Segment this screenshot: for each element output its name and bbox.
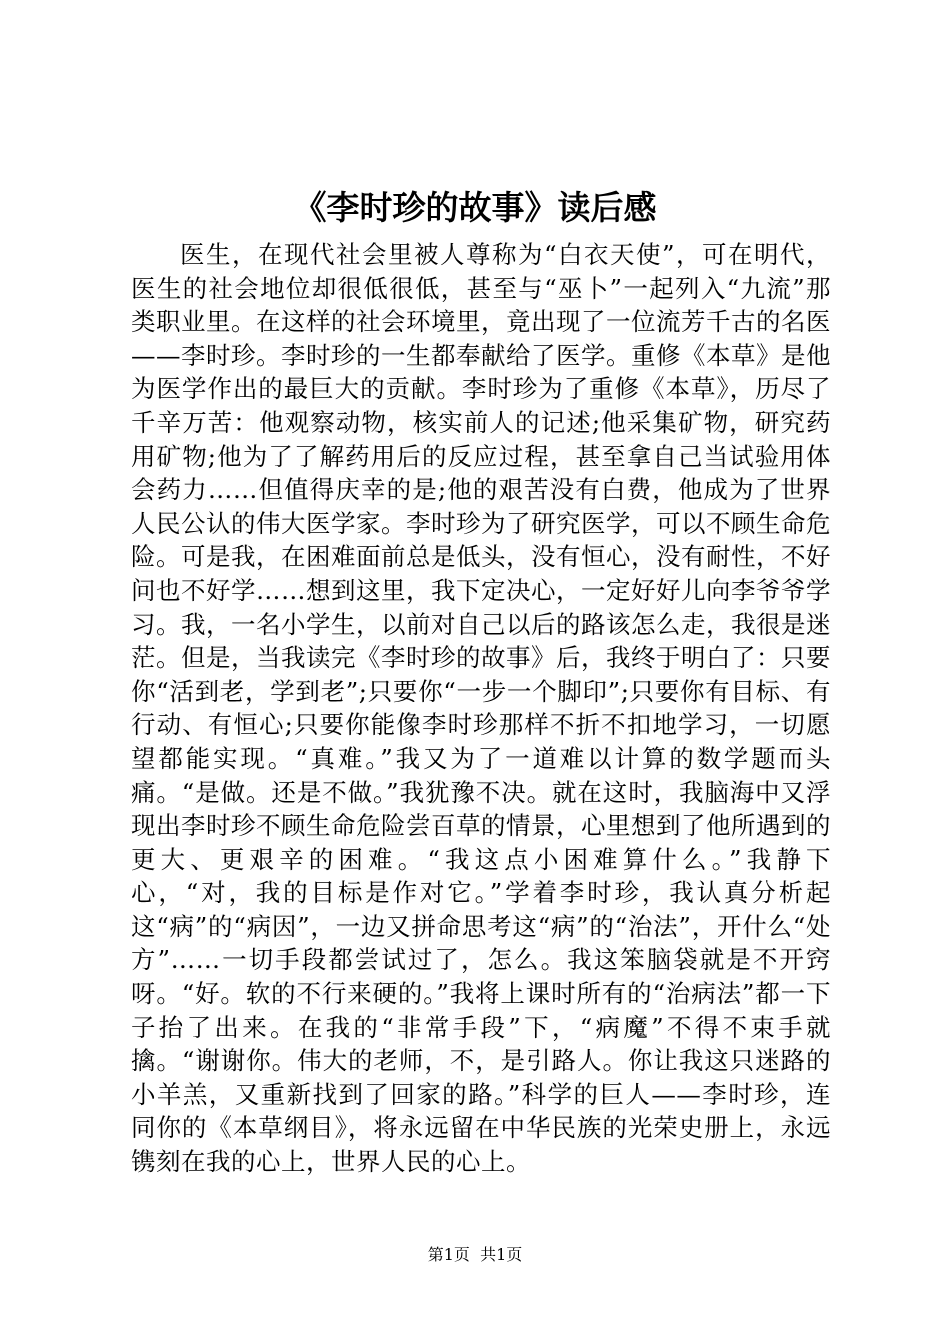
page-footer: 第1页 共1页 [427,1245,523,1264]
document-body-paragraph: 医生，在现代社会里被人尊称为“白衣天使”，可在明代，医生的社会地位却很低很低，甚至与“巫卜”一起列入“九流”那类职业里。在这样的社会环境里，竟出现了一位流芳千古的名医——李时珍。李时珍的一生都奉献给了医学。重修《本草》是他为医学作出的最巨大的贡献。李时珍为了重修《本草》，历尽了千辛万苦：他观察动物，核实前人的记述;他采集矿物，研究药用矿物;他为了了解药用后的反应过程，甚至拿自己当试验用体会药力……但值得庆幸的是;他的艰苦没有白费，他成为了世界人民公认的伟大医学家。李时珍为了研究医学，可以不顾生命危险。可是我，在困难面前总是低头，没有恒心，没有耐性，不好问也不好学……想到这里，我下定决心，一定好好儿向李爷爷学习。我，一名小学生，以前对自己以后的路该怎么走，我很是迷茫。但是，当我读完《李时珍的故事》后，我终于明白了：只要你“活到老，学到老”;只要你“一步一个脚印”;只要你有目标、有行动、有恒心;只要你能像李时珍那样不折不扣地学习，一切愿望都能实现。“真难。”我又为了一道难以计算的数学题而头痛。“是做。还是不做。”我犹豫不决。就在这时，我脑海中又浮现出李时珍不顾生命危险尝百草的情景，心里想到了他所遇到的更大、更艰辛的困难。“我这点小困难算什么。”我静下心，“对，我的目标是作对它。”学着李时珍，我认真分析起这“病”的“病因”，一边又拼命思考这“病”的“治法”，开什么“处方”……一切手段都尝试过了，怎么。我这笨脑袋就是不开窍呀。“好。软的不行来硬的。”我将上课时所有的“治病法”都一下子抬了出来。在我的“非常手段”下，“病魔”不得不束手就擒。“谢谢你。伟大的老师，不，是引路人。你让我这只迷路的小羊羔，又重新找到了回家的路。”科学的巨人——李时珍，连同你的《本草纲目》，将永远留在中华民族的光荣史册上，永远镌刻在我的心上，世界人民的心上。 [131,240,831,1177]
document-title: 《李时珍的故事》读后感 [293,188,657,227]
